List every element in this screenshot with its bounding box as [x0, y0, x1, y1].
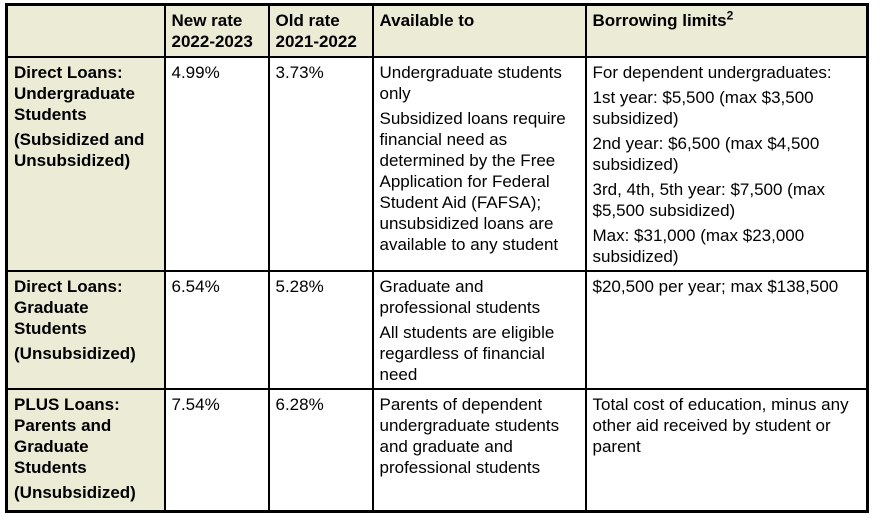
header-borrowing-limits-label: Borrowing limits — [592, 11, 727, 30]
borrowing-limits-cell — [586, 271, 868, 389]
borrowing-limits-text: Max: $31,000 (max $23,000 subsidized) — [592, 225, 805, 266]
new-rate-value: 4.99% — [171, 62, 220, 82]
loan-type-text: Direct Loans: Graduate Students — [14, 276, 123, 338]
available-to-text: Parents of dependent undergraduate students and graduate and professional students — [379, 394, 560, 477]
borrowing-limits-text: 2nd year: $6,500 (max $4,500 subsidized) — [592, 133, 820, 174]
borrowing-limits-text: 1st year: $5,500 (max $3,500 subsidized) — [592, 87, 814, 128]
footnote-marker: 2 — [726, 8, 734, 23]
available-to-cell — [373, 389, 586, 512]
old-rate-cell — [269, 389, 373, 512]
new-rate-cell — [165, 271, 269, 389]
new-rate-cell — [165, 389, 269, 512]
header-new-rate-label: New rate 2022-2023 — [171, 11, 253, 51]
loan-type-text: (Subsidized and Unsubsidized) — [14, 129, 145, 170]
loan-type-text: Direct Loans: Undergraduate Students — [14, 62, 135, 124]
borrowing-limits-cell — [586, 57, 868, 271]
borrowing-limits-text: For dependent undergraduates: — [592, 62, 832, 82]
table-row-direct-loans-graduate — [7, 271, 868, 389]
table-row-direct-loans-undergraduate — [7, 57, 868, 271]
loan-type-cell — [7, 57, 165, 271]
borrowing-limits-text: Total cost of education, minus any other aid received by student or parent — [592, 394, 849, 456]
loan-type-cell — [7, 271, 165, 389]
available-to-cell — [373, 57, 586, 271]
loan-type-text: (Unsubsidized) — [14, 482, 136, 502]
available-to-text: Undergraduate students only — [379, 62, 562, 103]
available-to-text: Subsidized loans require financial need as determined by the Free Application for Federal Student Aid (FAFSA); unsubsidized loans are available to any student — [379, 108, 566, 254]
header-loan-type — [7, 5, 165, 57]
borrowing-limits-text: $20,500 per year; max $138,500 — [592, 276, 839, 296]
loan-type-cell — [7, 389, 165, 512]
new-rate-value: 7.54% — [171, 394, 220, 414]
old-rate-value: 6.28% — [275, 394, 324, 414]
loan-type-text: (Unsubsidized) — [14, 343, 136, 363]
available-to-text: Graduate and professional students — [379, 276, 541, 317]
old-rate-value: 5.28% — [275, 276, 324, 296]
header-new-rate — [165, 5, 269, 57]
available-to-text: All students are eligible regardless of financial need — [379, 322, 555, 384]
table-row-plus-loans — [7, 389, 868, 512]
header-old-rate-label: Old rate 2021-2022 — [275, 11, 357, 51]
old-rate-cell — [269, 57, 373, 271]
borrowing-limits-text: 3rd, 4th, 5th year: $7,500 (max $5,500 subsidized) — [592, 179, 825, 220]
header-old-rate — [269, 5, 373, 57]
new-rate-value: 6.54% — [171, 276, 220, 296]
loan-type-text: PLUS Loans: Parents and Graduate Students — [14, 394, 120, 477]
old-rate-value: 3.73% — [275, 62, 324, 82]
header-available-to — [373, 5, 586, 57]
header-row — [7, 5, 868, 57]
borrowing-limits-cell — [586, 389, 868, 512]
header-borrowing-limits — [586, 5, 868, 57]
available-to-cell — [373, 271, 586, 389]
new-rate-cell — [165, 57, 269, 271]
old-rate-cell — [269, 271, 373, 389]
student-loan-rates-table — [5, 3, 869, 513]
header-available-to-label: Available to — [379, 11, 475, 30]
